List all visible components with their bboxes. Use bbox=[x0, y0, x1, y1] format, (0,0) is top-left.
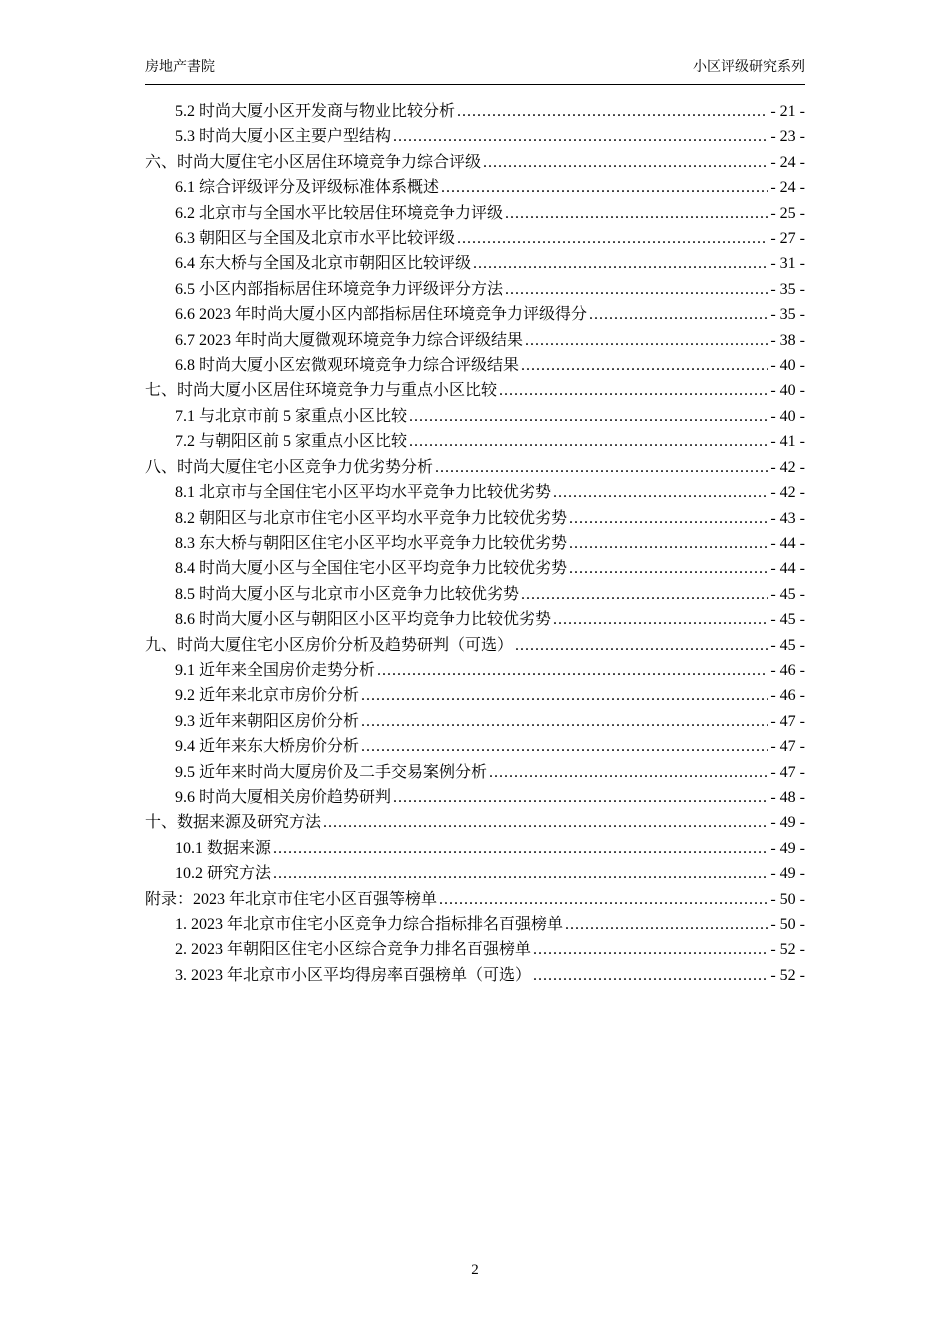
toc-dot-leader bbox=[409, 404, 768, 429]
toc-dot-leader bbox=[533, 937, 768, 962]
toc-dot-leader bbox=[457, 226, 768, 251]
toc-entry-label: 六、时尚大厦住宅小区居住环境竞争力综合评级 bbox=[145, 153, 482, 171]
toc-entry-label: 7.1 与北京市前 5 家重点小区比较 bbox=[175, 407, 408, 425]
toc-entry-label: 1. 2023 年北京市住宅小区竞争力综合指标排名百强榜单 bbox=[175, 916, 564, 933]
toc-dot-leader bbox=[473, 251, 768, 276]
toc-entry-page: - 43 - bbox=[770, 509, 805, 527]
toc-dot-leader bbox=[273, 836, 768, 861]
toc-entry-page: - 24 - bbox=[770, 179, 805, 197]
toc-dot-leader bbox=[377, 658, 768, 683]
toc-entry bbox=[145, 810, 805, 835]
toc-entry-label: 5.2 时尚大厦小区开发商与物业比较分析 bbox=[175, 103, 456, 120]
toc-dot-leader bbox=[409, 429, 768, 454]
toc-entry bbox=[145, 455, 805, 480]
header-right-text: 小区评级研究系列 bbox=[693, 60, 805, 75]
toc-dot-leader bbox=[441, 175, 768, 200]
toc-entry-label: 6.4 东大桥与全国及北京市朝阳区比较评级 bbox=[175, 255, 472, 273]
toc-entry bbox=[145, 353, 805, 378]
toc-dot-leader bbox=[361, 709, 768, 734]
toc-entry-label: 9.6 时尚大厦相关房价趋势研判 bbox=[175, 788, 392, 806]
toc-dot-leader bbox=[505, 201, 768, 226]
toc-entry-page: - 24 - bbox=[770, 153, 805, 171]
toc-entry-page: - 42 - bbox=[770, 458, 805, 476]
toc-dot-leader bbox=[483, 150, 768, 175]
toc-entry-page: - 47 - bbox=[770, 763, 805, 781]
toc-entry-page: - 40 - bbox=[770, 357, 805, 375]
toc-entry-label: 6.1 综合评级评分及评级标准体系概述 bbox=[175, 179, 440, 197]
toc-entry-page: - 42 - bbox=[770, 484, 805, 502]
page-content bbox=[145, 58, 805, 988]
toc-entry bbox=[145, 836, 805, 861]
toc-dot-leader bbox=[393, 785, 768, 810]
toc-entry bbox=[145, 506, 805, 531]
toc-entry bbox=[145, 556, 805, 581]
toc-entry bbox=[145, 201, 805, 226]
toc-entry-page: - 49 - bbox=[770, 814, 805, 832]
toc-dot-leader bbox=[273, 861, 768, 886]
toc-entry-label: 6.3 朝阳区与全国及北京市水平比较评级 bbox=[175, 230, 456, 248]
toc-entry-label: 9.5 近年来时尚大厦房价及二手交易案例分析 bbox=[175, 763, 488, 781]
toc-entry bbox=[145, 99, 805, 124]
toc-entry bbox=[145, 582, 805, 607]
toc-entry-page: - 46 - bbox=[770, 687, 805, 705]
toc-entry-label: 10.2 研究方法 bbox=[175, 865, 272, 883]
toc-entry-label: 九、时尚大厦住宅小区房价分析及趋势研判（可选） bbox=[145, 636, 514, 654]
toc-entry-page: - 40 - bbox=[770, 407, 805, 425]
toc-entry-page: - 45 - bbox=[770, 636, 805, 654]
toc-entry-page: - 35 - bbox=[770, 280, 805, 298]
toc-entry-page: - 45 - bbox=[770, 611, 805, 629]
toc-entry bbox=[145, 734, 805, 759]
toc-dot-leader bbox=[533, 963, 768, 988]
toc-dot-leader bbox=[489, 760, 768, 785]
toc-entry-label: 6.6 2023 年时尚大厦小区内部指标居住环境竞争力评级得分 bbox=[175, 306, 588, 324]
toc-entry-label: 3. 2023 年北京市小区平均得房率百强榜单（可选） bbox=[175, 966, 532, 984]
toc-dot-leader bbox=[323, 810, 768, 835]
toc-entry bbox=[145, 175, 805, 200]
toc-entry bbox=[145, 912, 805, 937]
toc-entry-page: - 47 - bbox=[770, 712, 805, 730]
page-footer bbox=[0, 1262, 950, 1279]
toc-entry-page: - 50 - bbox=[770, 916, 805, 933]
toc-entry bbox=[145, 226, 805, 251]
toc-entry-page: - 52 - bbox=[770, 966, 805, 984]
toc-entry-label: 附录：2023 年北京市住宅小区百强等榜单 bbox=[145, 890, 438, 908]
toc-dot-leader bbox=[499, 378, 768, 403]
toc-entry-page: - 21 - bbox=[770, 103, 805, 120]
toc-dot-leader bbox=[553, 480, 768, 505]
toc-entry bbox=[145, 607, 805, 632]
toc-entry-page: - 44 - bbox=[770, 560, 805, 578]
toc-entry bbox=[145, 963, 805, 988]
toc-entry bbox=[145, 480, 805, 505]
toc-entry-page: - 49 - bbox=[770, 839, 805, 857]
toc-entry-page: - 52 - bbox=[770, 941, 805, 959]
toc-entry-label: 2. 2023 年朝阳区住宅小区综合竞争力排名百强榜单 bbox=[175, 941, 532, 959]
toc-entry-page: - 50 - bbox=[770, 890, 805, 908]
toc-entry-label: 七、时尚大厦小区居住环境竞争力与重点小区比较 bbox=[145, 382, 498, 400]
toc-entry bbox=[145, 633, 805, 658]
page-number: 2 bbox=[471, 1262, 479, 1278]
toc-entry-label: 9.1 近年来全国房价走势分析 bbox=[175, 661, 376, 679]
toc-entry bbox=[145, 785, 805, 810]
toc-entry-page: - 49 - bbox=[770, 865, 805, 883]
toc-dot-leader bbox=[435, 455, 768, 480]
toc-dot-leader bbox=[521, 582, 768, 607]
toc-entry-page: - 38 - bbox=[770, 331, 805, 349]
toc-dot-leader bbox=[569, 556, 768, 581]
toc-entry-page: - 44 - bbox=[770, 534, 805, 552]
toc-dot-leader bbox=[457, 99, 768, 124]
toc-entry-page: - 23 - bbox=[770, 128, 805, 146]
toc-dot-leader bbox=[565, 912, 768, 937]
toc-entry bbox=[145, 683, 805, 708]
toc-entry-label: 10.1 数据来源 bbox=[175, 839, 272, 857]
toc-entry bbox=[145, 937, 805, 962]
toc-entry-label: 8.6 时尚大厦小区与朝阳区小区平均竞争力比较优劣势 bbox=[175, 611, 552, 629]
toc-entry-label: 9.4 近年来东大桥房价分析 bbox=[175, 738, 360, 756]
toc-entry bbox=[145, 150, 805, 175]
toc-entry-page: - 35 - bbox=[770, 306, 805, 324]
toc-entry-label: 8.3 东大桥与朝阳区住宅小区平均水平竞争力比较优劣势 bbox=[175, 534, 568, 552]
toc-entry-label: 6.5 小区内部指标居住环境竞争力评级评分方法 bbox=[175, 280, 504, 298]
toc-entry bbox=[145, 861, 805, 886]
toc-entry-label: 8.2 朝阳区与北京市住宅小区平均水平竞争力比较优劣势 bbox=[175, 509, 568, 527]
toc-entry-label: 八、时尚大厦住宅小区竞争力优劣势分析 bbox=[145, 458, 434, 476]
toc-entry-page: - 27 - bbox=[770, 230, 805, 248]
toc-dot-leader bbox=[361, 683, 768, 708]
toc-dot-leader bbox=[361, 734, 768, 759]
toc-entry-label: 5.3 时尚大厦小区主要户型结构 bbox=[175, 128, 392, 146]
toc-entry-label: 8.1 北京市与全国住宅小区平均水平竞争力比较优劣势 bbox=[175, 484, 552, 502]
toc-entry-label: 7.2 与朝阳区前 5 家重点小区比较 bbox=[175, 433, 408, 451]
toc-dot-leader bbox=[439, 887, 768, 912]
toc-dot-leader bbox=[515, 633, 768, 658]
toc-dot-leader bbox=[393, 124, 768, 149]
toc-entry bbox=[145, 328, 805, 353]
toc-entry-page: - 47 - bbox=[770, 738, 805, 756]
toc-entry bbox=[145, 404, 805, 429]
toc-entry bbox=[145, 251, 805, 276]
toc-dot-leader bbox=[521, 353, 768, 378]
toc-entry-page: - 45 - bbox=[770, 585, 805, 603]
toc-entry-label: 6.7 2023 年时尚大厦微观环境竞争力综合评级结果 bbox=[175, 331, 524, 349]
header-left-text: 房地产書院 bbox=[145, 60, 215, 75]
toc-dot-leader bbox=[505, 277, 768, 302]
toc-list bbox=[145, 99, 805, 988]
toc-dot-leader bbox=[553, 607, 768, 632]
toc-entry-page: - 46 - bbox=[770, 661, 805, 679]
page-header bbox=[145, 58, 805, 84]
toc-entry bbox=[145, 531, 805, 556]
toc-dot-leader bbox=[589, 302, 768, 327]
toc-entry bbox=[145, 124, 805, 149]
toc-entry bbox=[145, 887, 805, 912]
toc-entry-page: - 41 - bbox=[770, 433, 805, 451]
toc-dot-leader bbox=[569, 531, 768, 556]
toc-dot-leader bbox=[569, 506, 768, 531]
header-divider bbox=[145, 84, 805, 85]
toc-entry bbox=[145, 658, 805, 683]
toc-entry bbox=[145, 709, 805, 734]
toc-dot-leader bbox=[525, 328, 768, 353]
toc-entry-label: 9.3 近年来朝阳区房价分析 bbox=[175, 712, 360, 730]
toc-entry bbox=[145, 429, 805, 454]
toc-entry-label: 6.2 北京市与全国水平比较居住环境竞争力评级 bbox=[175, 204, 504, 222]
toc-entry-label: 8.4 时尚大厦小区与全国住宅小区平均竞争力比较优劣势 bbox=[175, 560, 568, 578]
toc-entry bbox=[145, 378, 805, 403]
toc-entry-page: - 31 - bbox=[770, 255, 805, 273]
toc-entry bbox=[145, 277, 805, 302]
toc-entry-page: - 40 - bbox=[770, 382, 805, 400]
toc-entry-label: 十、数据来源及研究方法 bbox=[145, 814, 322, 832]
toc-entry-label: 6.8 时尚大厦小区宏微观环境竞争力综合评级结果 bbox=[175, 357, 520, 375]
toc-entry-page: - 48 - bbox=[770, 788, 805, 806]
toc-entry bbox=[145, 302, 805, 327]
toc-entry bbox=[145, 760, 805, 785]
toc-entry-page: - 25 - bbox=[770, 204, 805, 222]
toc-entry-label: 9.2 近年来北京市房价分析 bbox=[175, 687, 360, 705]
toc-entry-label: 8.5 时尚大厦小区与北京市小区竞争力比较优劣势 bbox=[175, 585, 520, 603]
